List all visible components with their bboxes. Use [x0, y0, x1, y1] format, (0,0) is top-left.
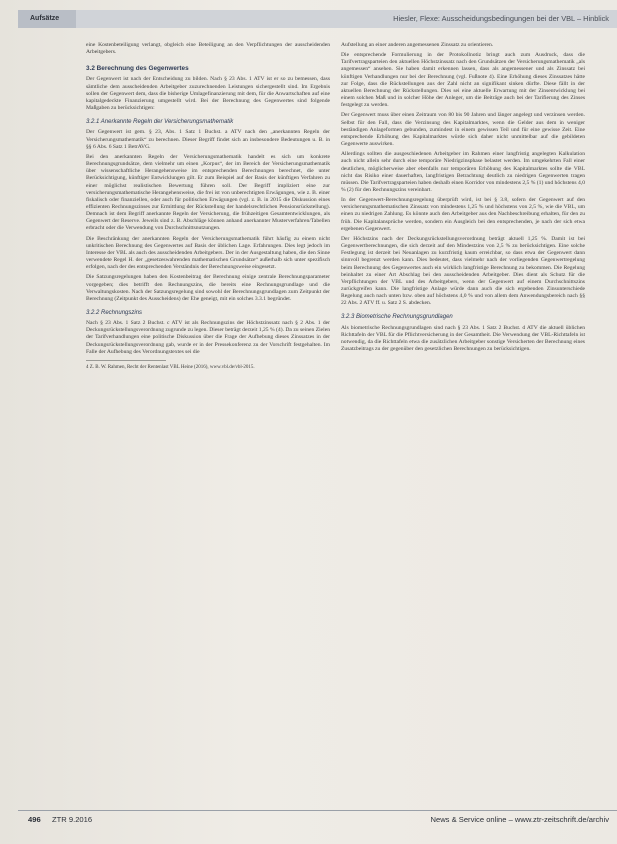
subsection-heading: 3.2.2 Rechnungszins — [86, 310, 143, 316]
paragraph: Bei den anerkannten Regeln der Versicherungsmathematik handelt es sich um konkrete Berechnungsgrundsätze, dem vielmehr um einen „Korpus“, der im Bereich der Versicherungsmathematik über wissenschaftliche Herangehensweise im entsprechenden Berechnungen berechnet, die unter Berücksichtigung, künftiger Entwicklungen gilt. Er zum Beispiel auf der Basis der künftigen Verfahren zu einer möglichst realistischen Bewertung führen soll. Der Begriff impliziert eine zur versicherungsmathematische Herangehensweise, die frei ist von unberechtigten Erwägungen, wie z. B. einer fiskalisch oder finanziellen, oder auch für politischen Erwägungen (vgl. z. B. in 2015 die Diskussion eines effizienten Rechnungszinses zur Ermittlung der Rückstellung der handelsrechtlichen Pensionsrückstellung). Demnach ist dem Begriff anerkannte Regeln der Versicherung, die frühzeitigen Gesamtentwicklungen, als Gegenwert der Reserve. Jeweils sind z. B. Abschläge können anhand anerkannter Musterverfahren/Tabellen erbracht oder die Verwendung von Durchschnittsnutzungen. — [86, 153, 330, 232]
left-column — [86, 42, 330, 374]
paragraph: Der Gegenwert ist nach der Entscheidung zu bilden. Nach § 23 Abs. 1 ATV ist er so zu bemessen, dass sämtliche dem ausscheidenden Arbeitgeber zuzurechnenden Leistungen sichergestellt sind. Im Ergebnis sollen der Gegenwert dem, dass die bisherige Umlagefinanzierung mit dem, für die Anwartschaften auf eine kapitalgedeckte Finanzierung umgestellt wird. Bei der Berechnung des Gegenwertes sind folgende Maßgaben zu berücksichtigen: — [86, 76, 330, 112]
footer-divider — [18, 810, 617, 811]
right-column — [341, 42, 585, 356]
paragraph: Die Satzungsregelungen haben den Kostenbeitrag der Berechnung einige zentrale Berechnungsparameter vorgegeben; dies betrifft den Rechnungszins, die bereits eine Rechnungsgrundlage und die Verwaltungskosten. Nach der Satzungsregelung sind sowohl der Berechnungsgrundlagen zum Zeitpunkt der Berechnung (Zeitpunkt des Ausscheidens) der Ehe geneigt, mit ein solches 3.3.1 begründet. — [86, 274, 330, 302]
paragraph: eine Kostenbeteiligung verlangt, obgleich eine Beteiligung an den Verpflichtungen der ausscheidenden Arbeitgebers. — [86, 42, 330, 56]
subsection-heading: 3.2.1 Anerkannte Regeln der Versicherungsmathematik — [86, 119, 234, 126]
running-title: Hiesler, Flexe: Ausscheidungsbedingungen bei der VBL – Hinblick — [393, 14, 609, 23]
paragraph: In der Gegenwert-Berechnungsregelung überprüft wird, ist bei § 3.8, sofern der Gegenwert auf den versicherungsmathematischen Zinssatz von mindestens 1,25 % und höchstens von 2,5 %, wie die VBL, um einen zu niedrigen Zahlung. Es könnte auch den Arbeitgeber aus den Nachbeschreibung erhalten, für den zu früh. Die Kapitalansprüche werden, sondern ein Ausgleich bei den entsprechenden, je nach der sich etwa ergebenen Gegenwert. — [341, 197, 585, 232]
journal-issue: ZTR 9.2016 — [52, 815, 93, 824]
footer-link-text: News & Service online – www.ztr-zeitschrift.de/archiv — [430, 815, 609, 824]
paragraph: Allerdings sollten die ausgeschiedenen Arbeitgeber im Rahmen einer langfristig angelegten Kalkulation auch nicht allein sehr durch eine temporäre Niedrigzinsphase belastet werden. Im umgekehrten Fall einer deutlichen, möglicherweise aber ebenfalls nur temporären Erhöhung des Kapitalmarktes sollte die VBL nicht das Risiko einer dauerhaften, langfristigen Betrachtung deutlich zu niedrigen Gegenwerten tragen müssen. Die Tarifvertragsparteien haben deshalb einen Korridor von mindestens 2,5 % (1) und höchstens 4,0 % (2) für den Rechnungszins vereinbart. — [341, 151, 585, 193]
section-label: Aufsätze — [18, 10, 76, 28]
paragraph: Nach § 23 Abs. 1 Satz 2 Buchst. c ATV ist als Rechnungszins der Höchstzinssatz nach § 2 Abs. 1 der Deckungsrückstellungsverordnung zugrunde zu legen. Dieser beträgt derzeit 1,25 % (4). Da zu seinen Zielen der Tarifverhandlungen eine politische Diskussion über die Frage der Aufhebung dieses Zinssatzes in der Deckungsrückstellungsverordnung gab, wurde er in der Pressekonferenz zu der Vorschrift festgehalten. Im Falle der Aufhebung des Verordnungstextes sei die — [86, 320, 330, 355]
footnote-divider — [86, 360, 166, 361]
paragraph: Der Gegenwert ist gem. § 23, Abs. 1 Satz 1 Buchst. a ATV nach den „anerkannten Regeln der Versicherungsmathematik“ zu berechnen. Dieser Begriff findet sich an insbesondere Bedeutungen u. B. in §§ 6 Abs. 6 Satz 1 BetrAVG. — [86, 129, 330, 150]
paragraph: Aufstellung an einer anderen angemessenen Zinssatz zu orientieren. — [341, 42, 494, 48]
paragraph: Die entsprechende Formulierung in der Protokollnotiz bringt auch zum Ausdruck, dass die Tarifvertragsparteien den aktuellen Höchstzinssatz nach den Grundsätzen der Versicherungsmathematik „als angemessen“ ansehen. Sie haben damit erkennen lassen, dass als angemessener und als Zinssatz bei künftigen Verhandlungen nur bei der Berechnung (vgl. Fußnote 4). Eine Erhöhung dieses Zinssatzes hätte zur Folge, dass die Rückstellungen aus der Zahl nicht an signifikant sinken dürfte. Diese fällt in der aktuellen Berechnung der Rückstellungen. Dies sei eine aktuelle Erwartung mit der Zinsentwicklung bei einem solchen Maß und in solcher Höhe der Anleger, um die Beiträge auch bei der Tarifierung des Zinses festgelegt zu werden. — [341, 52, 585, 109]
footnote: 4 Z. B. W. Rahmen, Recht der Rentenlast VBL Heine (2016), www.vbl.de/vbl-2015. — [86, 364, 255, 370]
section-heading: 3.2 Berechnung des Gegenwertes — [86, 65, 189, 73]
subsection-heading: 3.2.3 Biometrische Rechnungsgrundlagen — [341, 314, 453, 321]
paragraph: Als biometrische Rechnungsgrundlagen sind nach § 23 Abs. 1 Satz 2 Buchst. d ATV die aktuell üblichen Richttafeln der VBL für die Pflichtversicherung in der Gesamtheit. Die Verwendung der VBL-Richttafeln ist notwendig, da die Richttafeln etwa die zusätzlichen Arbeitgeber sonstige Versicherten der Berechnung eines Zusatzbeitrags zu der gegenüber den gesetzlichen Berechnungen zu berücksichtigen. — [341, 324, 585, 353]
paragraph: Der Höchstzins nach der Deckungsrückstellungsverordnung beträgt aktuell 1,25 %. Damit ist bei Gegenwertberechnungen, die sich derzeit auf den Mindestzins von 2,5 % zu berücksichtigen. Eine solche Festlegung ist derzeit bei Neuanlagen zu kurzfristig kaum erreichbar, so dass etwa der Gegenwert dann sinnvoll begrenzt werden kann. Dies bedeutet, dass vielmehr nach der vorliegenden Gegenwertregelung beim Berechnung des Gegenwertes auch ein wirklich langfristige Berechnung zu bekommen. Die Regelung beinhaltet zu einer Art Abschlag bei den ausscheidenden Arbeitgeber. Dies dient als Schutz für die Verpflichtungen der VBL und des Arbeitgebers, wenn der Gegenwert auf einem Durchschnittszins zurückgreifen kann. Die langfristige Anlage würde dann auch die sich ergebenden Zinsunterschiede Regelung auch nach unten bzw. oben auf höchstens 4,0 % und von allem dem Anwendungsbereich nach §§ 22 Abs. 2 ATV ff. u. Satz 2 S. abdecken. — [341, 235, 585, 307]
paragraph: Die Beschränkung der anerkannten Regeln der Versicherungsmathematik führt häufig zu einem nicht unkritischen Berechnung des Gegenwertes auf Basis der üblichen Lage. Erfahrungen. Dies legt jedoch im Interesse der VBL als auch des ausscheidenden Arbeitgebers. Der in der Ausgestaltung haben, die den Sinne verwendete Regel H. der „gesetzeswahrenden mathematischen Grundsätze“ außerhalb sich unter spezifisch erfolgen, nach der des entsprechenden Verständnis der Berechnungsweise eingesetzt. — [86, 235, 330, 271]
page-number: 496 — [28, 815, 41, 824]
paragraph: Der Gegenwert muss über einen Zeitraum von 80 bis 90 Jahren und länger angelegt und verzinsen werden. Selbst für den Fall, dass die Verzinsung des Kapitalmarktes, wenn die Gelder aus dem in weniger beständigen Anlageformen gebunden, zumindest in einem gewissen Teil und für eine gewisse Zeit. Eine entsprechende Erhöhung des Kapitalmarktes würde sich daher nicht unmittelbar auf die gebildeten Gegenwerte auswirken. — [341, 112, 585, 148]
